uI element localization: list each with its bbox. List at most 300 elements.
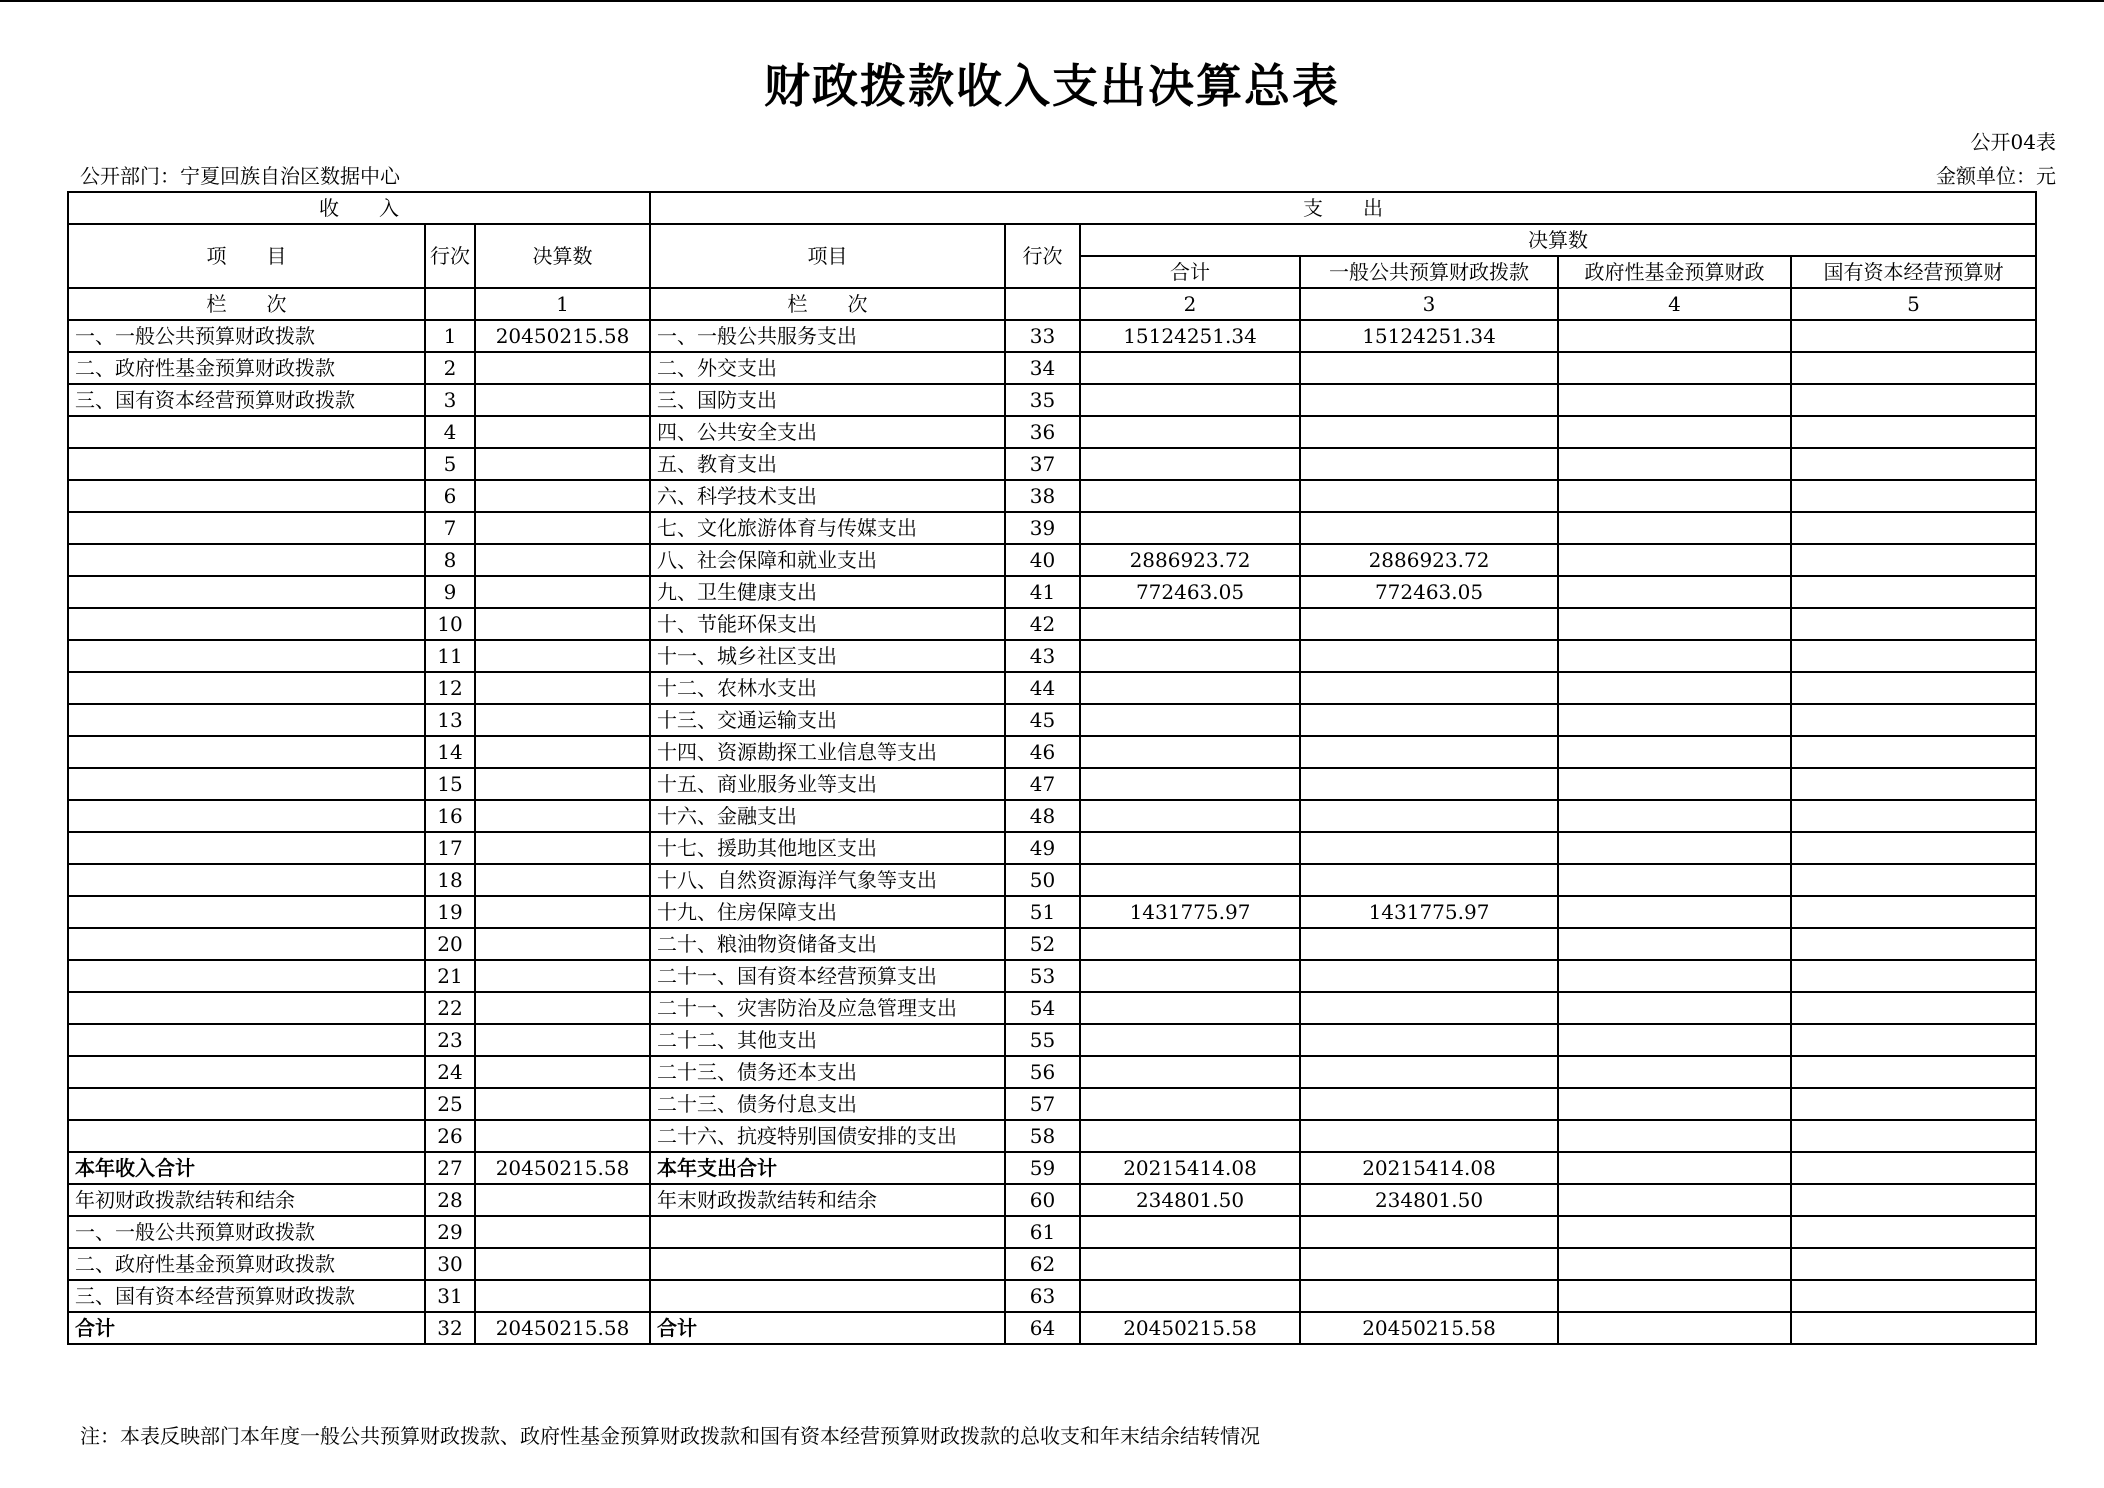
expense-row-no-cell: 61 — [1005, 1216, 1080, 1248]
expense-row-no-cell: 36 — [1005, 416, 1080, 448]
income-item-cell — [68, 992, 425, 1024]
expense-item-cell: 十三、交通运输支出 — [650, 704, 1005, 736]
income-item-cell — [68, 480, 425, 512]
expense-item-cell: 二十一、国有资本经营预算支出 — [650, 960, 1005, 992]
state-capital-amount-cell — [1791, 896, 2036, 928]
income-item-cell — [68, 512, 425, 544]
income-row-no-cell: 3 — [425, 384, 475, 416]
state-capital-amount-cell — [1791, 960, 2036, 992]
income-row-no-cell: 5 — [425, 448, 475, 480]
income-row-no-cell: 7 — [425, 512, 475, 544]
expense-total-cell — [1080, 1120, 1300, 1152]
income-row-no-cell: 8 — [425, 544, 475, 576]
income-amount-cell — [475, 800, 650, 832]
expense-total-cell: 772463.05 — [1080, 576, 1300, 608]
income-item-cell — [68, 640, 425, 672]
expense-item-cell: 八、社会保障和就业支出 — [650, 544, 1005, 576]
table-row — [68, 768, 2036, 800]
income-amount-cell — [475, 928, 650, 960]
expense-item-cell: 二十二、其他支出 — [650, 1024, 1005, 1056]
general-budget-amount-cell — [1300, 480, 1558, 512]
fund-budget-amount-cell — [1558, 1056, 1791, 1088]
expense-total-cell — [1080, 1216, 1300, 1248]
general-budget-amount-cell — [1300, 960, 1558, 992]
column-index-row — [68, 288, 2036, 320]
expense-item-header: 项目 — [650, 224, 1005, 288]
expense-item-cell: 二十一、灾害防治及应急管理支出 — [650, 992, 1005, 1024]
general-budget-amount-cell: 20450215.58 — [1300, 1312, 1558, 1344]
general-budget-amount-cell: 15124251.34 — [1300, 320, 1558, 352]
expense-total-cell — [1080, 448, 1300, 480]
expense-item-cell — [650, 1280, 1005, 1312]
general-budget-header: 一般公共预算财政拨款 — [1300, 256, 1558, 288]
table-row — [68, 384, 2036, 416]
table-row — [68, 896, 2036, 928]
expense-item-cell: 十五、商业服务业等支出 — [650, 768, 1005, 800]
page-title: 财政拨款收入支出决算总表 — [764, 59, 1340, 113]
expense-total-cell: 234801.50 — [1080, 1184, 1300, 1216]
state-capital-amount-cell — [1791, 736, 2036, 768]
income-row-no-cell: 11 — [425, 640, 475, 672]
income-row-no-cell: 15 — [425, 768, 475, 800]
expense-row-no-cell: 37 — [1005, 448, 1080, 480]
expense-row-no-cell: 55 — [1005, 1024, 1080, 1056]
general-budget-amount-cell: 2886923.72 — [1300, 544, 1558, 576]
state-capital-amount-cell — [1791, 576, 2036, 608]
table-row — [68, 320, 2036, 352]
income-item-cell — [68, 1088, 425, 1120]
amount-unit-label: 金额单位：元 — [1936, 164, 2056, 188]
table-row — [68, 1024, 2036, 1056]
expense-total-cell — [1080, 1024, 1300, 1056]
column-index-2: 2 — [1080, 288, 1300, 320]
general-budget-amount-cell — [1300, 1088, 1558, 1120]
state-capital-amount-cell — [1791, 1120, 2036, 1152]
expense-total-cell — [1080, 384, 1300, 416]
table-row — [68, 544, 2036, 576]
income-item-cell: 本年收入合计 — [68, 1152, 425, 1184]
expense-item-cell: 合计 — [650, 1312, 1005, 1344]
table-row — [68, 480, 2036, 512]
fund-budget-amount-cell — [1558, 576, 1791, 608]
column-index-blank — [425, 288, 475, 320]
fund-budget-amount-cell — [1558, 480, 1791, 512]
state-capital-header: 国有资本经营预算财 — [1791, 256, 2036, 288]
state-capital-amount-cell — [1791, 832, 2036, 864]
fund-budget-amount-cell — [1558, 1280, 1791, 1312]
expense-row-no-cell: 44 — [1005, 672, 1080, 704]
footnote: 注：本表反映部门本年度一般公共预算财政拨款、政府性基金预算财政拨款和国有资本经营预算财政拨款的总收支和年末结余结转情况 — [80, 1424, 1260, 1448]
income-amount-cell — [475, 352, 650, 384]
expense-total-cell: 20450215.58 — [1080, 1312, 1300, 1344]
income-item-cell: 一、一般公共预算财政拨款 — [68, 1216, 425, 1248]
income-row-no-cell: 29 — [425, 1216, 475, 1248]
state-capital-amount-cell — [1791, 1056, 2036, 1088]
income-amount-cell — [475, 1120, 650, 1152]
expense-row-no-cell: 33 — [1005, 320, 1080, 352]
expense-total-cell — [1080, 608, 1300, 640]
income-item-cell — [68, 1024, 425, 1056]
expense-item-cell — [650, 1248, 1005, 1280]
income-amount-cell — [475, 864, 650, 896]
income-row-no-cell: 25 — [425, 1088, 475, 1120]
state-capital-amount-cell — [1791, 1024, 2036, 1056]
general-budget-amount-cell: 1431775.97 — [1300, 896, 1558, 928]
expense-row-no-cell: 58 — [1005, 1120, 1080, 1152]
income-row-no-cell: 26 — [425, 1120, 475, 1152]
income-amount-cell — [475, 1216, 650, 1248]
table-row — [68, 1056, 2036, 1088]
income-item-cell — [68, 736, 425, 768]
header-row-columns — [68, 224, 2036, 256]
income-amount-cell — [475, 576, 650, 608]
fund-budget-amount-cell — [1558, 896, 1791, 928]
general-budget-amount-cell: 772463.05 — [1300, 576, 1558, 608]
income-item-cell: 三、国有资本经营预算财政拨款 — [68, 1280, 425, 1312]
table-row — [68, 1312, 2036, 1344]
income-item-cell — [68, 448, 425, 480]
expense-total-cell: 15124251.34 — [1080, 320, 1300, 352]
expense-total-header: 合计 — [1080, 256, 1300, 288]
income-item-cell: 三、国有资本经营预算财政拨款 — [68, 384, 425, 416]
income-amount-cell — [475, 384, 650, 416]
income-item-cell — [68, 416, 425, 448]
general-budget-amount-cell — [1300, 832, 1558, 864]
expense-item-cell: 一、一般公共服务支出 — [650, 320, 1005, 352]
expense-total-cell — [1080, 672, 1300, 704]
expense-row-no-cell: 45 — [1005, 704, 1080, 736]
expense-row-no-cell: 35 — [1005, 384, 1080, 416]
expense-item-cell: 十七、援助其他地区支出 — [650, 832, 1005, 864]
expense-section-header: 支 出 — [650, 192, 2036, 224]
income-row-no-cell: 32 — [425, 1312, 475, 1344]
income-amount-cell: 20450215.58 — [475, 1312, 650, 1344]
fund-budget-amount-cell — [1558, 1152, 1791, 1184]
expense-total-cell — [1080, 1088, 1300, 1120]
fund-budget-amount-cell — [1558, 640, 1791, 672]
expense-total-cell — [1080, 960, 1300, 992]
budget-table — [67, 191, 2037, 1345]
table-row — [68, 832, 2036, 864]
income-row-no-cell: 23 — [425, 1024, 475, 1056]
expense-item-cell: 二十六、抗疫特别国债安排的支出 — [650, 1120, 1005, 1152]
income-item-cell: 一、一般公共预算财政拨款 — [68, 320, 425, 352]
general-budget-amount-cell — [1300, 1280, 1558, 1312]
expense-total-cell — [1080, 768, 1300, 800]
income-amount-cell — [475, 992, 650, 1024]
expense-column-index-label: 栏 次 — [650, 288, 1005, 320]
income-amount-cell — [475, 1248, 650, 1280]
income-row-no-cell: 22 — [425, 992, 475, 1024]
income-item-header: 项 目 — [68, 224, 425, 288]
state-capital-amount-cell — [1791, 1248, 2036, 1280]
general-budget-amount-cell — [1300, 672, 1558, 704]
general-budget-amount-cell: 20215414.08 — [1300, 1152, 1558, 1184]
general-budget-amount-cell — [1300, 384, 1558, 416]
expense-row-no-cell: 41 — [1005, 576, 1080, 608]
income-row-no-cell: 14 — [425, 736, 475, 768]
expense-total-cell: 1431775.97 — [1080, 896, 1300, 928]
expense-item-cell: 十九、住房保障支出 — [650, 896, 1005, 928]
expense-total-cell — [1080, 864, 1300, 896]
general-budget-amount-cell — [1300, 800, 1558, 832]
table-row — [68, 1216, 2036, 1248]
expense-row-no-cell: 38 — [1005, 480, 1080, 512]
expense-row-no-cell: 60 — [1005, 1184, 1080, 1216]
table-row — [68, 1120, 2036, 1152]
income-item-cell — [68, 672, 425, 704]
fund-budget-amount-cell — [1558, 448, 1791, 480]
income-column-index-label: 栏 次 — [68, 288, 425, 320]
income-amount-cell — [475, 832, 650, 864]
state-capital-amount-cell — [1791, 384, 2036, 416]
income-amount-cell — [475, 448, 650, 480]
expense-total-cell — [1080, 512, 1300, 544]
expense-row-no-cell: 59 — [1005, 1152, 1080, 1184]
fund-budget-amount-cell — [1558, 864, 1791, 896]
fund-budget-amount-cell — [1558, 1120, 1791, 1152]
general-budget-amount-cell — [1300, 512, 1558, 544]
expense-row-no-cell: 50 — [1005, 864, 1080, 896]
expense-total-cell — [1080, 992, 1300, 1024]
income-row-no-cell: 6 — [425, 480, 475, 512]
expense-total-cell — [1080, 640, 1300, 672]
income-row-no-cell: 13 — [425, 704, 475, 736]
income-item-cell: 二、政府性基金预算财政拨款 — [68, 1248, 425, 1280]
state-capital-amount-cell — [1791, 608, 2036, 640]
income-amount-cell — [475, 480, 650, 512]
general-budget-amount-cell — [1300, 768, 1558, 800]
expense-row-no-cell: 39 — [1005, 512, 1080, 544]
expense-row-no-cell: 42 — [1005, 608, 1080, 640]
state-capital-amount-cell — [1791, 1184, 2036, 1216]
state-capital-amount-cell — [1791, 320, 2036, 352]
income-item-cell: 二、政府性基金预算财政拨款 — [68, 352, 425, 384]
fund-budget-header: 政府性基金预算财政 — [1558, 256, 1791, 288]
expense-total-cell: 20215414.08 — [1080, 1152, 1300, 1184]
fund-budget-amount-cell — [1558, 608, 1791, 640]
fund-budget-amount-cell — [1558, 1088, 1791, 1120]
fund-budget-amount-cell — [1558, 800, 1791, 832]
header-row-sections — [68, 192, 2036, 224]
income-row-no-cell: 31 — [425, 1280, 475, 1312]
expense-item-cell: 十六、金融支出 — [650, 800, 1005, 832]
table-row — [68, 1184, 2036, 1216]
income-amount-cell — [475, 768, 650, 800]
expense-row-no-cell: 46 — [1005, 736, 1080, 768]
income-amount-cell — [475, 608, 650, 640]
state-capital-amount-cell — [1791, 1152, 2036, 1184]
income-item-cell — [68, 1056, 425, 1088]
income-amount-cell — [475, 1088, 650, 1120]
expense-row-no-cell: 40 — [1005, 544, 1080, 576]
income-row-no-cell: 21 — [425, 960, 475, 992]
expense-row-no-cell: 51 — [1005, 896, 1080, 928]
income-amount-cell — [475, 1056, 650, 1088]
expense-item-cell: 九、卫生健康支出 — [650, 576, 1005, 608]
general-budget-amount-cell — [1300, 1216, 1558, 1248]
income-section-header: 收 入 — [68, 192, 650, 224]
fund-budget-amount-cell — [1558, 928, 1791, 960]
fund-budget-amount-cell — [1558, 1248, 1791, 1280]
income-amount-cell — [475, 416, 650, 448]
income-item-cell — [68, 576, 425, 608]
expense-total-cell — [1080, 1280, 1300, 1312]
fund-budget-amount-cell — [1558, 352, 1791, 384]
column-index-3: 3 — [1300, 288, 1558, 320]
income-item-cell — [68, 1120, 425, 1152]
expense-item-cell: 十四、资源勘探工业信息等支出 — [650, 736, 1005, 768]
income-row-no-cell: 19 — [425, 896, 475, 928]
expense-amount-header: 决算数 — [1080, 224, 2036, 256]
expense-row-no-cell: 43 — [1005, 640, 1080, 672]
expense-row-no-cell: 57 — [1005, 1088, 1080, 1120]
income-amount-cell: 20450215.58 — [475, 1152, 650, 1184]
table-row — [68, 416, 2036, 448]
income-amount-cell — [475, 544, 650, 576]
state-capital-amount-cell — [1791, 352, 2036, 384]
state-capital-amount-cell — [1791, 1088, 2036, 1120]
income-amount-cell — [475, 512, 650, 544]
income-row-no-cell: 4 — [425, 416, 475, 448]
fund-budget-amount-cell — [1558, 320, 1791, 352]
state-capital-amount-cell — [1791, 512, 2036, 544]
table-row — [68, 1152, 2036, 1184]
income-amount-cell — [475, 672, 650, 704]
expense-item-cell: 三、国防支出 — [650, 384, 1005, 416]
income-row-no-cell: 2 — [425, 352, 475, 384]
state-capital-amount-cell — [1791, 640, 2036, 672]
general-budget-amount-cell — [1300, 928, 1558, 960]
income-amount-cell — [475, 640, 650, 672]
income-item-cell: 年初财政拨款结转和结余 — [68, 1184, 425, 1216]
general-budget-amount-cell — [1300, 640, 1558, 672]
expense-item-cell: 本年支出合计 — [650, 1152, 1005, 1184]
income-amount-cell — [475, 896, 650, 928]
income-row-no-header: 行次 — [425, 224, 475, 288]
income-row-no-cell: 10 — [425, 608, 475, 640]
general-budget-amount-cell: 234801.50 — [1300, 1184, 1558, 1216]
table-row — [68, 1248, 2036, 1280]
expense-item-cell: 二十、粮油物资储备支出 — [650, 928, 1005, 960]
table-row — [68, 928, 2036, 960]
expense-row-no-cell: 63 — [1005, 1280, 1080, 1312]
income-row-no-cell: 17 — [425, 832, 475, 864]
income-row-no-cell: 18 — [425, 864, 475, 896]
income-item-cell — [68, 768, 425, 800]
table-row — [68, 736, 2036, 768]
income-item-cell: 合计 — [68, 1312, 425, 1344]
expense-total-cell — [1080, 480, 1300, 512]
expense-row-no-cell: 49 — [1005, 832, 1080, 864]
fund-budget-amount-cell — [1558, 1024, 1791, 1056]
expense-total-cell — [1080, 800, 1300, 832]
column-index-1: 1 — [475, 288, 650, 320]
general-budget-amount-cell — [1300, 864, 1558, 896]
state-capital-amount-cell — [1791, 448, 2036, 480]
expense-row-no-cell: 48 — [1005, 800, 1080, 832]
expense-item-cell: 四、公共安全支出 — [650, 416, 1005, 448]
table-row — [68, 864, 2036, 896]
column-index-blank — [1005, 288, 1080, 320]
expense-total-cell — [1080, 928, 1300, 960]
expense-total-cell — [1080, 832, 1300, 864]
expense-row-no-cell: 54 — [1005, 992, 1080, 1024]
fund-budget-amount-cell — [1558, 512, 1791, 544]
general-budget-amount-cell — [1300, 448, 1558, 480]
income-row-no-cell: 20 — [425, 928, 475, 960]
income-amount-cell: 20450215.58 — [475, 320, 650, 352]
income-row-no-cell: 9 — [425, 576, 475, 608]
income-row-no-cell: 12 — [425, 672, 475, 704]
income-amount-cell — [475, 1024, 650, 1056]
expense-item-cell: 十二、农林水支出 — [650, 672, 1005, 704]
income-item-cell — [68, 960, 425, 992]
table-row — [68, 1088, 2036, 1120]
general-budget-amount-cell — [1300, 608, 1558, 640]
general-budget-amount-cell — [1300, 704, 1558, 736]
state-capital-amount-cell — [1791, 544, 2036, 576]
expense-total-cell — [1080, 1248, 1300, 1280]
income-row-no-cell: 1 — [425, 320, 475, 352]
fund-budget-amount-cell — [1558, 672, 1791, 704]
expense-total-cell: 2886923.72 — [1080, 544, 1300, 576]
fund-budget-amount-cell — [1558, 736, 1791, 768]
state-capital-amount-cell — [1791, 768, 2036, 800]
general-budget-amount-cell — [1300, 736, 1558, 768]
income-amount-cell — [475, 704, 650, 736]
expense-item-cell: 十一、城乡社区支出 — [650, 640, 1005, 672]
income-amount-cell — [475, 960, 650, 992]
table-row — [68, 992, 2036, 1024]
column-index-5: 5 — [1791, 288, 2036, 320]
fund-budget-amount-cell — [1558, 1216, 1791, 1248]
expense-item-cell: 六、科学技术支出 — [650, 480, 1005, 512]
state-capital-amount-cell — [1791, 1280, 2036, 1312]
fund-budget-amount-cell — [1558, 1184, 1791, 1216]
expense-item-cell: 二、外交支出 — [650, 352, 1005, 384]
expense-item-cell: 二十三、债务付息支出 — [650, 1088, 1005, 1120]
table-row — [68, 800, 2036, 832]
expense-row-no-cell: 62 — [1005, 1248, 1080, 1280]
expense-row-no-cell: 34 — [1005, 352, 1080, 384]
fund-budget-amount-cell — [1558, 704, 1791, 736]
income-row-no-cell: 28 — [425, 1184, 475, 1216]
column-index-4: 4 — [1558, 288, 1791, 320]
income-amount-cell — [475, 1280, 650, 1312]
table-row — [68, 640, 2036, 672]
general-budget-amount-cell — [1300, 416, 1558, 448]
table-row — [68, 1280, 2036, 1312]
income-item-cell — [68, 928, 425, 960]
income-row-no-cell: 27 — [425, 1152, 475, 1184]
expense-total-cell — [1080, 704, 1300, 736]
expense-total-cell — [1080, 736, 1300, 768]
income-amount-cell — [475, 1184, 650, 1216]
expense-item-cell: 十八、自然资源海洋气象等支出 — [650, 864, 1005, 896]
general-budget-amount-cell — [1300, 352, 1558, 384]
table-row — [68, 512, 2036, 544]
income-amount-header: 决算数 — [475, 224, 650, 288]
top-border-line — [0, 0, 2104, 2]
expense-row-no-cell: 56 — [1005, 1056, 1080, 1088]
state-capital-amount-cell — [1791, 704, 2036, 736]
income-item-cell — [68, 864, 425, 896]
expense-item-cell: 七、文化旅游体育与传媒支出 — [650, 512, 1005, 544]
fund-budget-amount-cell — [1558, 384, 1791, 416]
table-row — [68, 672, 2036, 704]
general-budget-amount-cell — [1300, 1024, 1558, 1056]
